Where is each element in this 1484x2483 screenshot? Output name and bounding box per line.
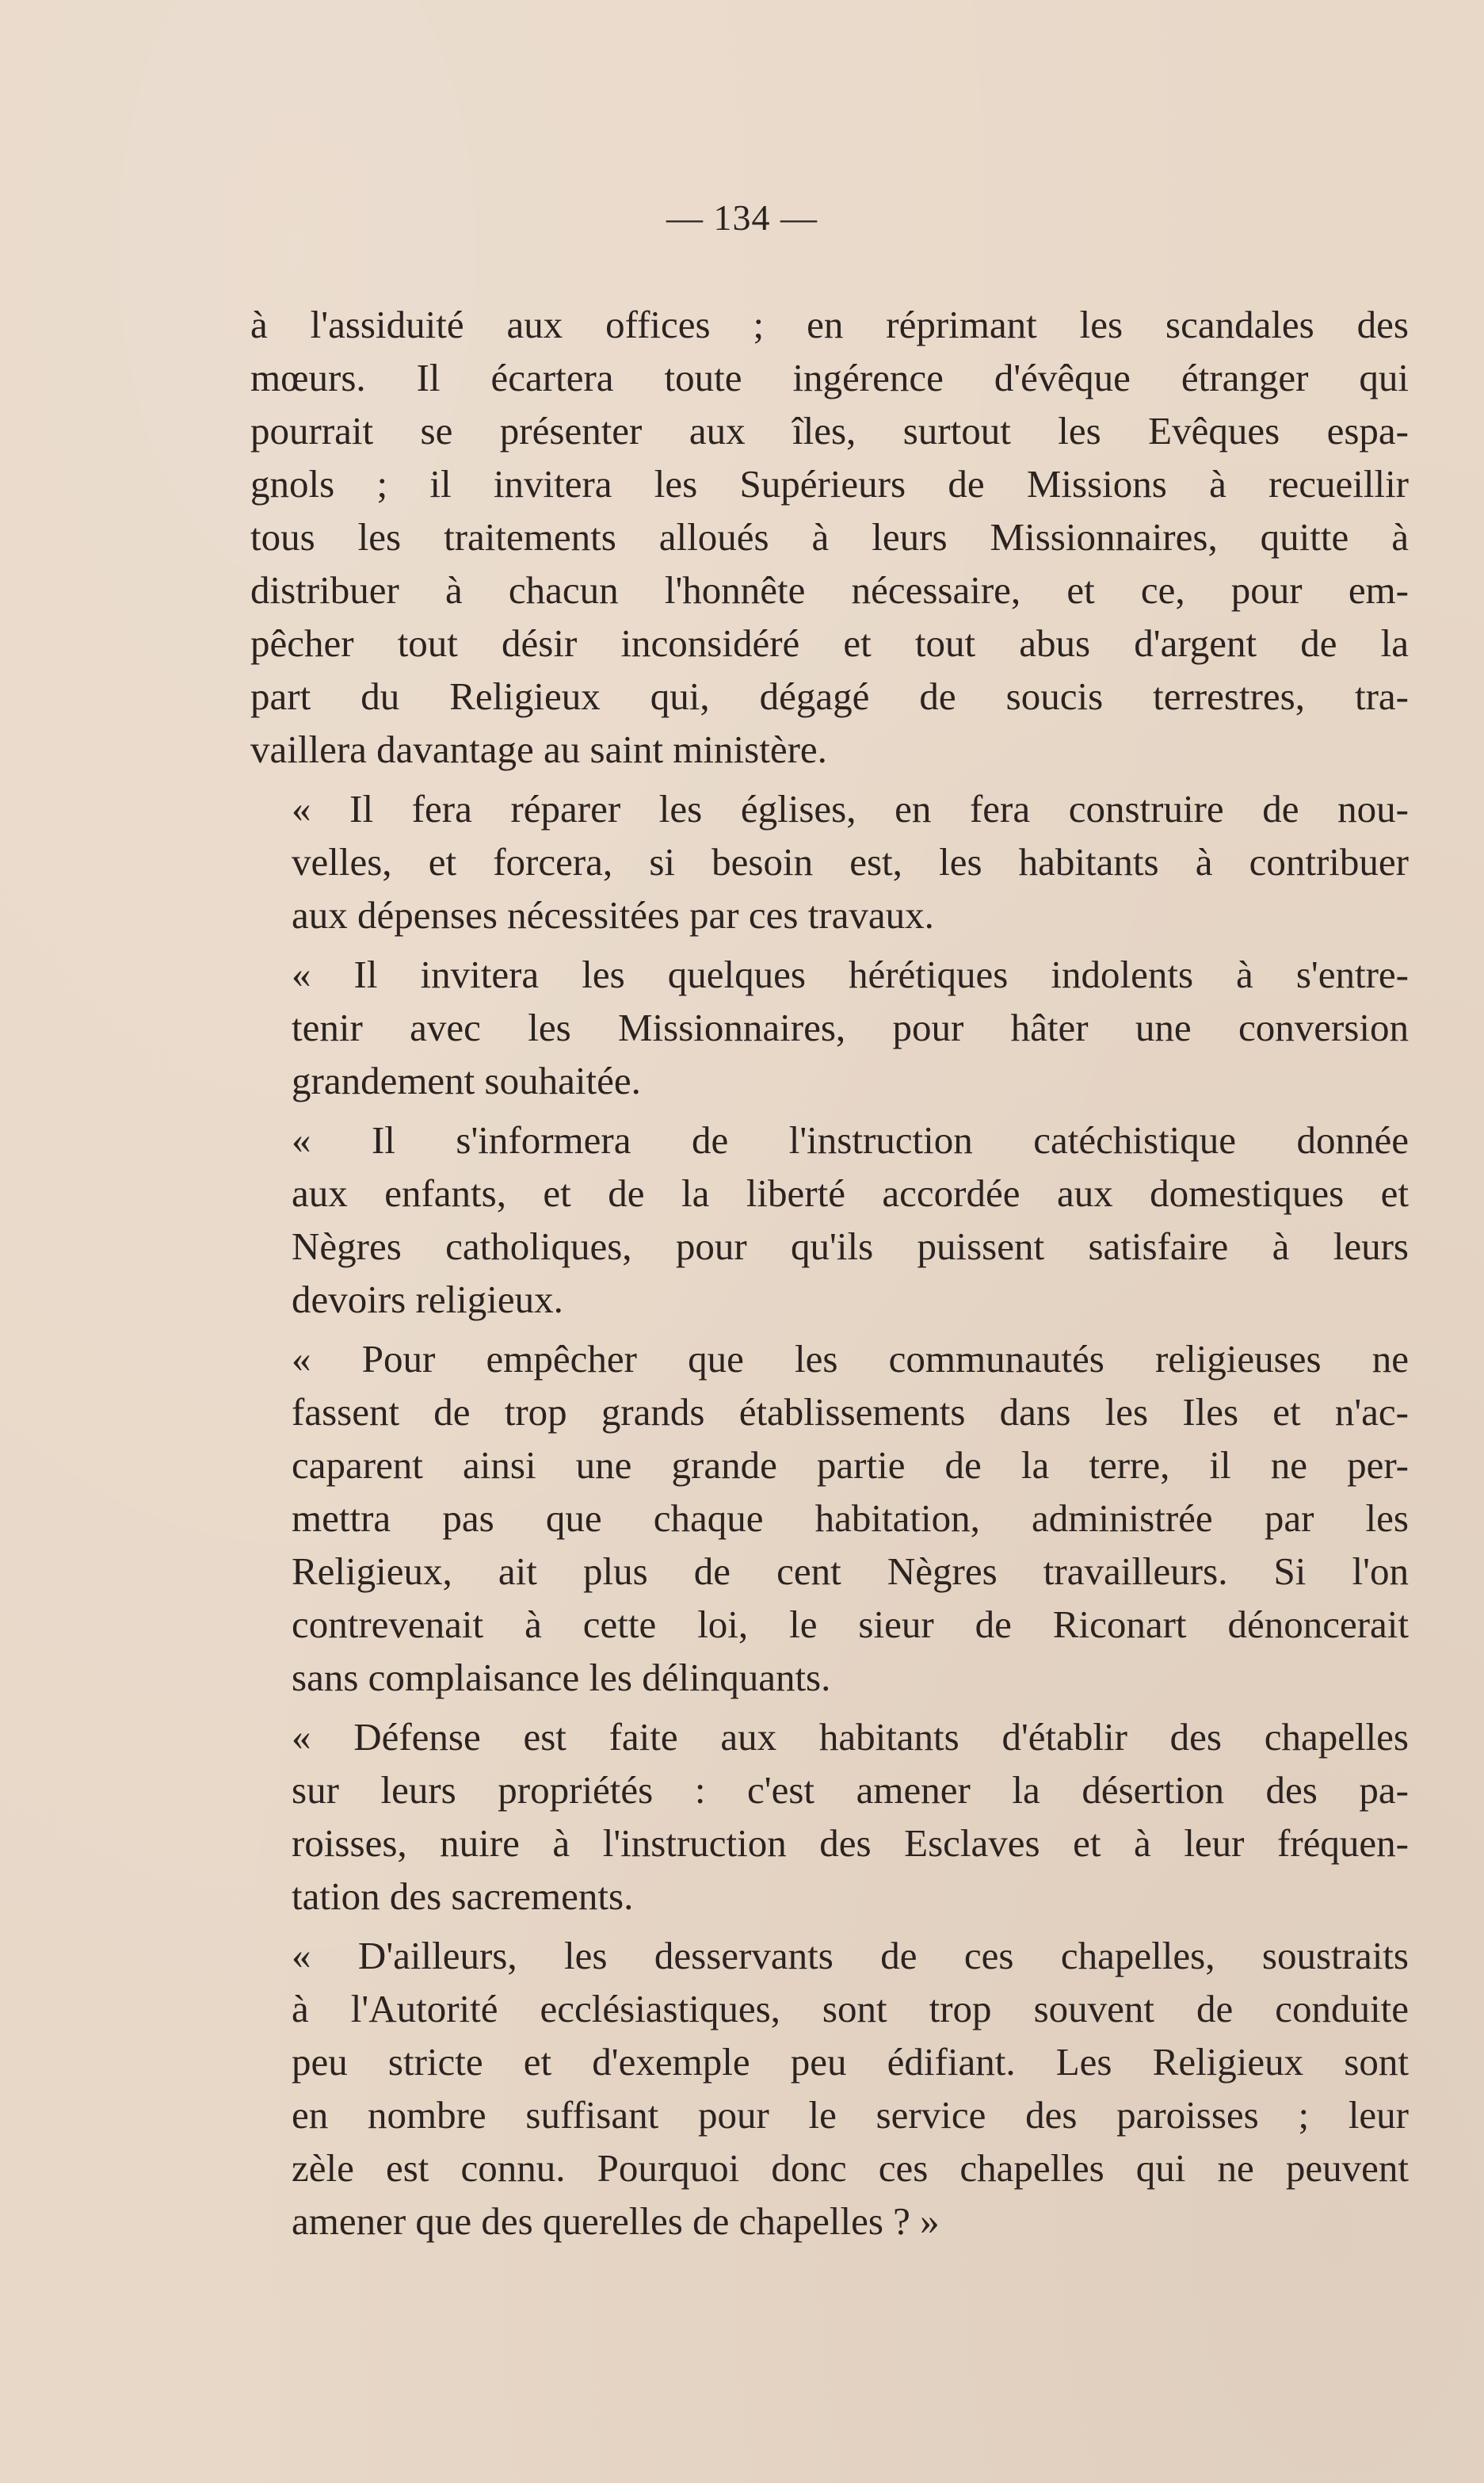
text-line: vaillera davantage au saint ministère. (250, 728, 827, 771)
paragraph (250, 782, 1409, 942)
text-line: à l'assiduité aux offices ; en réprimant les scandales des (250, 303, 1409, 346)
text-line: roisses, nuire à l'instruction des Esclaves et à leur fréquen- (292, 1821, 1409, 1865)
text-line: en nombre suffisant pour le service des paroisses ; leur (292, 2093, 1409, 2137)
text-line: « Pour empêcher que les communautés religieuses ne (292, 1337, 1409, 1381)
text-line: grandement souhaitée. (292, 1059, 641, 1102)
text-line: aux dépenses nécessitées par ces travaux. (292, 893, 934, 937)
paragraph (250, 1710, 1409, 1923)
text-line: Religieux, ait plus de cent Nègres travailleurs. Si l'on (292, 1549, 1409, 1593)
text-line: tenir avec les Missionnaires, pour hâter une conversion (292, 1006, 1409, 1049)
text-line: mœurs. Il écartera toute ingérence d'évêque étranger qui (250, 356, 1409, 399)
text-line: devoirs religieux. (292, 1278, 563, 1321)
text-line: « Il s'informera de l'instruction catéchistique donnée (292, 1118, 1409, 1162)
text-line: tation des sacrements. (292, 1874, 634, 1918)
paragraph (250, 948, 1409, 1107)
text-line: mettra pas que chaque habitation, administrée par les (292, 1496, 1409, 1540)
text-line: distribuer à chacun l'honnête nécessaire, et ce, pour em- (250, 568, 1409, 612)
body-text (250, 298, 1409, 2254)
text-line: gnols ; il invitera les Supérieurs de Missions à recueillir (250, 462, 1409, 506)
text-line: peu stricte et d'exemple peu édifiant. Les Religieux sont (292, 2040, 1409, 2084)
text-line: à l'Autorité ecclésiastiques, sont trop souvent de conduite (292, 1987, 1409, 2030)
text-line: caparent ainsi une grande partie de la terre, il ne per- (292, 1443, 1409, 1487)
page-number: — 134 — (666, 197, 818, 238)
text-line: « Défense est faite aux habitants d'établir des chapelles (292, 1715, 1409, 1759)
text-line: « D'ailleurs, les desservants de ces chapelles, soustraits (292, 1934, 1409, 1977)
text-line: part du Religieux qui, dégagé de soucis terrestres, tra- (250, 674, 1409, 718)
text-line: amener que des querelles de chapelles ? » (292, 2199, 940, 2243)
text-line: « Il fera réparer les églises, en fera construire de nou- (292, 787, 1409, 831)
text-line: fassent de trop grands établissements dans les Iles et n'ac- (292, 1390, 1409, 1434)
text-line: velles, et forcera, si besoin est, les habitants à contribuer (292, 840, 1409, 884)
text-line: contrevenait à cette loi, le sieur de Riconart dénoncerait (292, 1602, 1409, 1646)
text-line: « Il invitera les quelques hérétiques indolents à s'entre- (292, 953, 1409, 996)
text-line: tous les traitements alloués à leurs Missionnaires, quitte à (250, 515, 1409, 559)
text-line: zèle est connu. Pourquoi donc ces chapelles qui ne peuvent (292, 2146, 1409, 2190)
text-line: pourrait se présenter aux îles, surtout les Evêques espa- (250, 409, 1409, 453)
text-line: sans complaisance les délinquants. (292, 1656, 831, 1699)
text-line: sur leurs propriétés : c'est amener la désertion des pa- (292, 1768, 1409, 1812)
paragraph (250, 1332, 1409, 1704)
text-line: Nègres catholiques, pour qu'ils puissent satisfaire à leurs (292, 1224, 1409, 1268)
paragraph (250, 1929, 1409, 2248)
paragraph (250, 298, 1409, 776)
text-line: pêcher tout désir inconsidéré et tout abus d'argent de la (250, 621, 1409, 665)
paragraph (250, 1114, 1409, 1326)
text-line: aux enfants, et de la liberté accordée aux domestiques et (292, 1171, 1409, 1215)
